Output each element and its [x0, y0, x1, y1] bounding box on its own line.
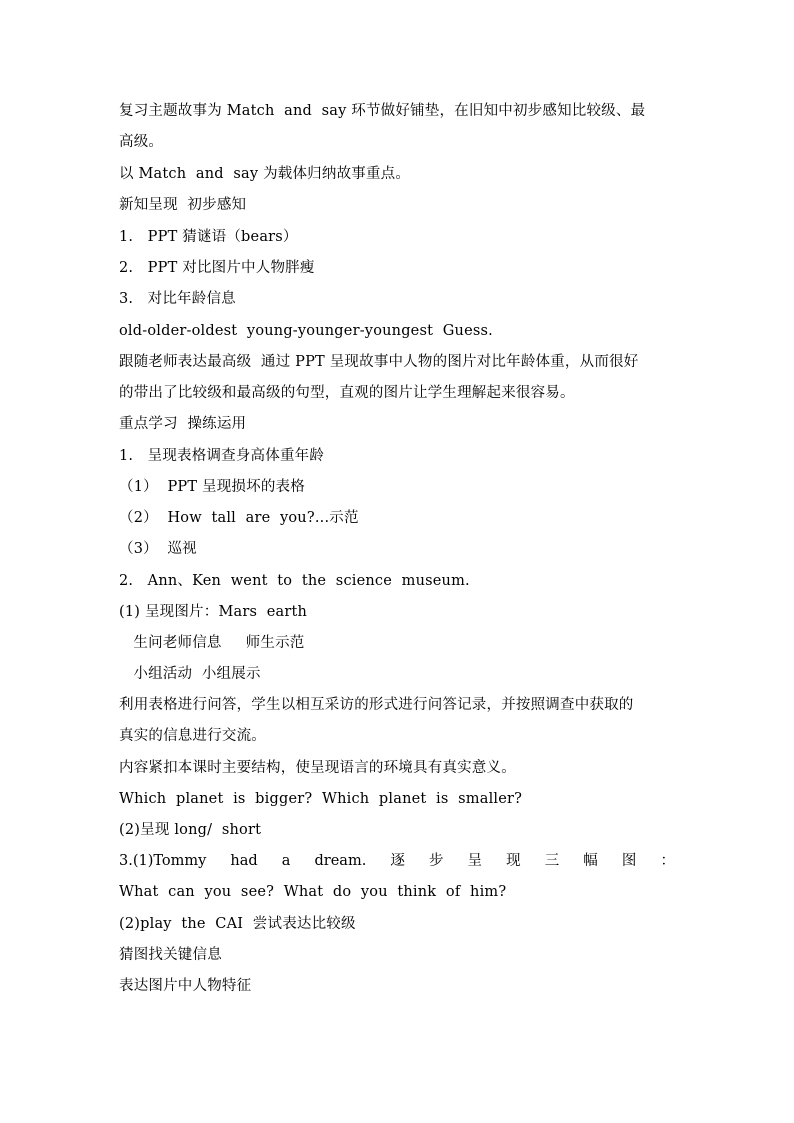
text-line: (2)play the CAI 尝试表达比较级: [119, 916, 356, 932]
word: 图: [621, 853, 637, 869]
text-line: 高级。: [119, 134, 164, 150]
list-item: (1) 呈现图片：Mars earth: [119, 604, 308, 620]
list-item: （2） How tall are you?...示范: [119, 510, 359, 526]
list-item: 1. PPT 猜谜语（bears）: [119, 229, 298, 245]
text-line: old-older-oldest young-younger-youngest Guess.: [119, 323, 493, 339]
word: 现: [506, 853, 521, 869]
list-item: 1. 呈现表格调查身高体重年龄: [119, 448, 325, 464]
word: 呈: [467, 853, 483, 869]
text-line: 真实的信息进行交流。: [119, 728, 266, 744]
word: 幅: [583, 853, 598, 869]
section-heading: 新知呈现 初步感知: [119, 197, 247, 213]
text-line: 跟随老师表达最高级 通过 PPT 呈现故事中人物的图片对比年龄体重，从而很好: [119, 354, 639, 370]
text-line: Which planet is bigger? Which planet is smaller?: [119, 791, 523, 807]
word: a: [281, 853, 291, 869]
text-line: 小组活动 小组展示: [119, 666, 261, 682]
word: dream.: [314, 853, 367, 869]
text-line: 生问老师信息 师生示范: [119, 635, 305, 651]
text-line: 利用表格进行问答，学生以相互采访的形式进行问答记录，并按照调查中获取的: [119, 697, 634, 713]
text-line: 表达图片中人物特征: [119, 978, 252, 994]
text-line: 复习主题故事为 Match and say 环节做好铺垫，在旧知中初步感知比较级、最: [119, 103, 646, 119]
text-line: 的带出了比较级和最高级的句型，直观的图片让学生理解起来很容易。: [119, 385, 575, 401]
text-line: (2)呈现 long/ short: [119, 822, 262, 838]
word: 3.(1)Tommy: [119, 853, 207, 869]
word: had: [230, 853, 258, 869]
text-line: 以 Match and say 为载体归纳故事重点。: [119, 166, 411, 182]
word: 步: [428, 853, 444, 869]
list-item: 2. PPT 对比图片中人物胖瘦: [119, 260, 315, 276]
word: 三: [544, 853, 560, 869]
word: 逐: [390, 853, 405, 869]
list-item: 2. Ann、Ken went to the science museum.: [119, 573, 470, 589]
word: ：: [660, 853, 675, 869]
list-item: （3） 巡视: [119, 541, 197, 557]
text-line: What can you see? What do you think of him?: [119, 884, 507, 900]
section-heading: 重点学习 操练运用: [119, 416, 247, 432]
justified-text-line: [119, 851, 675, 871]
list-item: （1） PPT 呈现损坏的表格: [119, 479, 305, 495]
text-line: 猜图找关键信息: [119, 947, 222, 963]
text-line: 内容紧扣本课时主要结构，使呈现语言的环境具有真实意义。: [119, 760, 516, 776]
list-item: 3. 对比年龄信息: [119, 291, 236, 307]
